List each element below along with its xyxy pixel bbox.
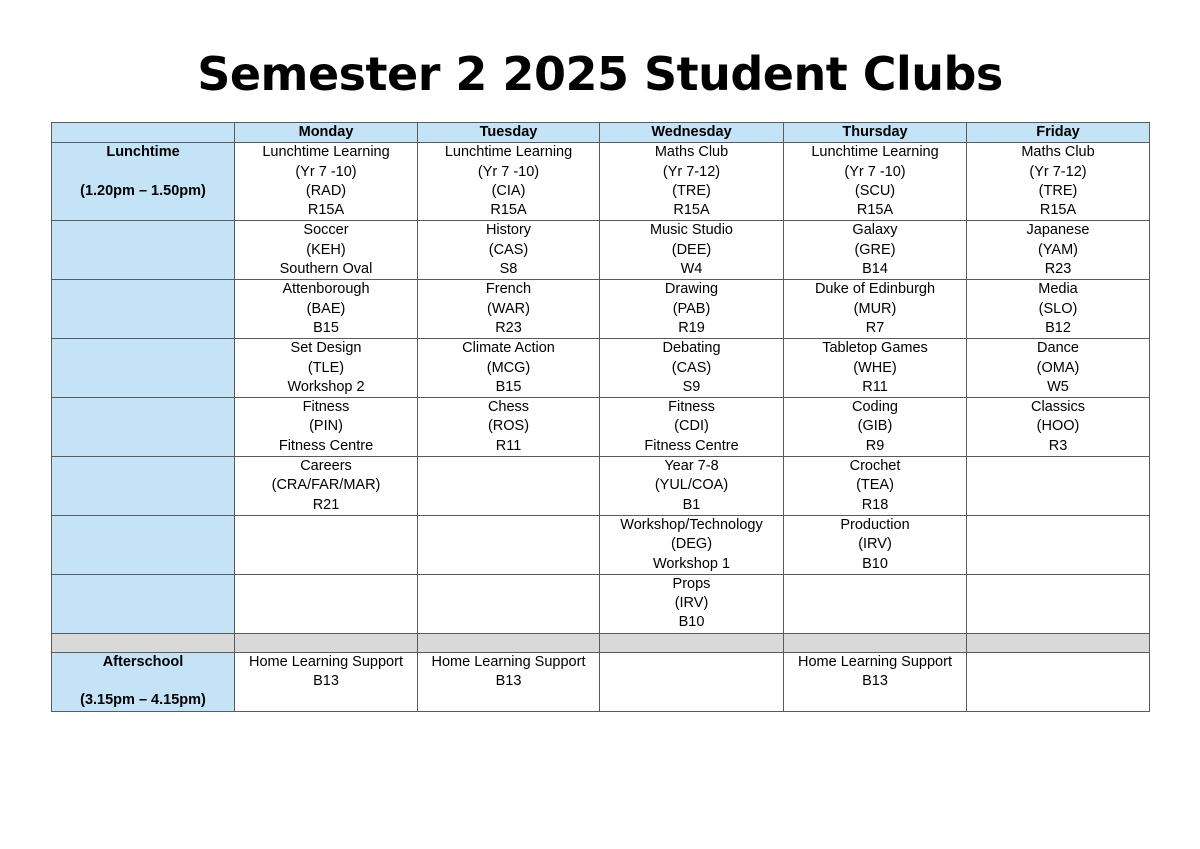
afterschool-row: [52, 652, 1150, 711]
club-detail: (WHE): [853, 359, 897, 376]
separator-cell: [784, 633, 967, 652]
club-detail: B13: [495, 673, 522, 690]
lunchtime-blank-label-cell: [52, 280, 235, 339]
club-cell-thursday: [784, 574, 967, 633]
club-name: Fitness: [668, 399, 715, 416]
club-name: Climate Action: [462, 340, 555, 357]
lunchtime-label: Lunchtime: [106, 144, 180, 161]
club-detail: (MUR): [853, 300, 897, 317]
club-detail: R23: [1044, 261, 1072, 278]
club-cell-tuesday: [418, 574, 600, 633]
club-detail: Fitness Centre: [644, 437, 739, 454]
club-cell-monday: [235, 221, 418, 280]
club-detail: (CAS): [488, 241, 529, 258]
club-name: Production: [840, 516, 910, 533]
club-name: Classics: [1031, 399, 1085, 416]
separator-cell: [600, 633, 784, 652]
club-detail: B10: [862, 555, 888, 572]
club-name: Drawing: [664, 281, 719, 298]
club-detail: (IRV): [858, 536, 892, 553]
club-cell-tuesday: [418, 143, 600, 221]
club-detail: (GIB): [857, 418, 893, 435]
separator-cell: [52, 633, 235, 652]
club-name: Home Learning Support: [798, 653, 952, 670]
club-detail: (CRA/FAR/MAR): [271, 477, 381, 494]
club-cell-friday: [967, 515, 1150, 574]
club-detail: B12: [1045, 319, 1071, 336]
club-cell-friday: [967, 574, 1150, 633]
club-detail: S8: [499, 261, 518, 278]
club-name: Maths Club: [1021, 144, 1095, 161]
club-name: Debating: [662, 340, 721, 357]
club-detail: (MCG): [486, 359, 531, 376]
club-detail: (TEA): [856, 477, 894, 494]
separator-row: [52, 633, 1150, 652]
club-detail: (OMA): [1036, 359, 1080, 376]
club-detail: (TRE): [672, 182, 711, 199]
club-name: Home Learning Support: [431, 653, 586, 670]
lunchtime-blank-label-cell: [52, 221, 235, 280]
club-detail: B13: [862, 673, 888, 690]
club-cell-friday: [967, 398, 1150, 457]
club-detail: R11: [862, 378, 888, 395]
lunchtime-row: [52, 339, 1150, 398]
club-cell-wednesday: [600, 652, 784, 711]
club-detail: Workshop 2: [287, 378, 365, 395]
club-detail: (CDI): [674, 418, 709, 435]
day-header-thursday: Thursday: [784, 123, 967, 143]
lunchtime-blank-label-cell: [52, 515, 235, 574]
club-name: Media: [1038, 281, 1078, 298]
club-detail: (IRV): [674, 595, 709, 612]
header-corner-cell: [52, 123, 235, 143]
club-cell-monday: [235, 339, 418, 398]
club-name: Fitness: [302, 399, 350, 416]
lunchtime-blank-label-cell: [52, 339, 235, 398]
club-name: Chess: [487, 399, 530, 416]
club-detail: B1: [682, 496, 701, 513]
lunchtime-row: [52, 398, 1150, 457]
club-detail: (PIN): [309, 418, 343, 435]
club-detail: (YUL/COA): [654, 477, 729, 494]
lunchtime-row: [52, 574, 1150, 633]
club-detail: (ROS): [487, 418, 530, 435]
club-detail: R23: [495, 319, 522, 336]
club-cell-thursday: [784, 280, 967, 339]
club-detail: R15A: [673, 202, 710, 219]
club-cell-wednesday: [600, 143, 784, 221]
club-cell-tuesday: [418, 221, 600, 280]
club-cell-thursday: [784, 398, 967, 457]
club-detail: S9: [682, 378, 701, 395]
day-header-tuesday: Tuesday: [418, 123, 600, 143]
club-cell-wednesday: [600, 221, 784, 280]
lunchtime-time: (1.20pm – 1.50pm): [80, 182, 206, 199]
club-detail: (SLO): [1038, 300, 1078, 317]
club-name: Attenborough: [282, 281, 370, 298]
club-cell-tuesday: [418, 280, 600, 339]
club-name: Props: [672, 575, 711, 592]
separator-cell: [418, 633, 600, 652]
club-detail: R15A: [1039, 202, 1077, 219]
club-detail: (GRE): [854, 241, 896, 258]
lunchtime-blank-label-cell: [52, 398, 235, 457]
club-cell-tuesday: [418, 457, 600, 516]
day-header-wednesday: Wednesday: [600, 123, 784, 143]
club-detail: (SCU): [854, 182, 896, 199]
club-cell-friday: [967, 280, 1150, 339]
club-cell-tuesday: [418, 515, 600, 574]
club-detail: (Yr 7-12): [1029, 163, 1087, 180]
club-detail: B10: [678, 614, 705, 631]
club-name: Lunchtime Learning: [262, 144, 390, 161]
lunchtime-row: [52, 280, 1150, 339]
club-name: Year 7-8: [664, 458, 719, 475]
club-name: Tabletop Games: [822, 340, 928, 357]
club-detail: (DEG): [670, 536, 713, 553]
club-detail: B15: [495, 378, 522, 395]
lunchtime-row: [52, 143, 1150, 221]
club-cell-wednesday: [600, 280, 784, 339]
club-detail: R19: [678, 319, 705, 336]
club-name: Home Learning Support: [249, 653, 403, 670]
club-cell-thursday: [784, 652, 967, 711]
club-detail: (HOO): [1036, 418, 1080, 435]
club-cell-thursday: [784, 143, 967, 221]
club-detail: Southern Oval: [279, 261, 373, 278]
club-name: Duke of Edinburgh: [814, 281, 936, 298]
afterschool-label-cell: [52, 652, 235, 711]
club-cell-thursday: [784, 515, 967, 574]
club-detail: (KEH): [306, 241, 346, 258]
club-cell-monday: [235, 280, 418, 339]
lunchtime-row: [52, 457, 1150, 516]
club-cell-wednesday: [600, 515, 784, 574]
club-cell-wednesday: [600, 339, 784, 398]
club-name: French: [485, 281, 532, 298]
club-name: Maths Club: [654, 144, 729, 161]
club-cell-friday: [967, 457, 1150, 516]
club-detail: (WAR): [487, 300, 530, 317]
club-detail: (Yr 7 -10): [477, 163, 540, 180]
club-detail: Fitness Centre: [278, 437, 374, 454]
club-detail: R9: [865, 437, 885, 454]
club-name: Lunchtime Learning: [811, 144, 939, 161]
club-detail: (TLE): [307, 359, 345, 376]
club-detail: (PAB): [672, 300, 711, 317]
club-detail: R15A: [490, 202, 527, 219]
afterschool-time: (3.15pm – 4.15pm): [80, 692, 206, 709]
page-title: Semester 2 2025 Student Clubs: [197, 47, 1003, 101]
lunchtime-row: [52, 221, 1150, 280]
club-name: Japanese: [1026, 222, 1090, 239]
club-cell-friday: [967, 221, 1150, 280]
day-header-friday: Friday: [967, 123, 1150, 143]
club-detail: (RAD): [305, 182, 347, 199]
club-cell-monday: [235, 398, 418, 457]
club-name: Lunchtime Learning: [444, 144, 573, 161]
club-detail: (TRE): [1038, 182, 1078, 199]
lunchtime-label-cell: [52, 143, 235, 221]
club-name: Workshop/Technology: [620, 516, 763, 533]
club-detail: W4: [680, 261, 703, 278]
club-cell-friday: [967, 652, 1150, 711]
club-cell-friday: [967, 339, 1150, 398]
lunchtime-blank-label-cell: [52, 574, 235, 633]
club-cell-friday: [967, 143, 1150, 221]
club-cell-tuesday: [418, 339, 600, 398]
club-detail: (BAE): [306, 300, 346, 317]
club-cell-tuesday: [418, 398, 600, 457]
club-detail: Workshop 1: [652, 555, 731, 572]
club-detail: R7: [865, 319, 885, 336]
club-name: Soccer: [303, 222, 349, 239]
club-detail: R3: [1048, 437, 1068, 454]
afterschool-label: Afterschool: [102, 653, 184, 670]
club-detail: R18: [861, 496, 889, 513]
club-cell-monday: [235, 143, 418, 221]
lunchtime-row: [52, 515, 1150, 574]
club-detail: B13: [313, 673, 339, 690]
club-cell-thursday: [784, 457, 967, 516]
club-detail: (DEE): [671, 241, 712, 258]
header-row: [52, 123, 1150, 143]
club-detail: R11: [495, 437, 522, 454]
club-detail: B15: [313, 319, 339, 336]
day-header-monday: Monday: [235, 123, 418, 143]
club-name: Music Studio: [649, 222, 733, 239]
club-detail: (YAM): [1037, 241, 1078, 258]
clubs-timetable: [51, 122, 1150, 712]
club-detail: R15A: [856, 202, 894, 219]
club-name: Crochet: [849, 458, 901, 475]
club-name: Dance: [1037, 340, 1079, 357]
club-name: Coding: [852, 399, 898, 416]
club-cell-thursday: [784, 339, 967, 398]
club-cell-thursday: [784, 221, 967, 280]
club-detail: B14: [862, 261, 888, 278]
club-detail: (Yr 7 -10): [844, 163, 906, 180]
club-cell-wednesday: [600, 457, 784, 516]
club-detail: R21: [312, 496, 340, 513]
club-detail: (Yr 7 -10): [295, 163, 357, 180]
club-name: History: [485, 222, 532, 239]
club-detail: (Yr 7-12): [662, 163, 721, 180]
club-cell-monday: [235, 652, 418, 711]
club-cell-wednesday: [600, 574, 784, 633]
lunchtime-blank-label-cell: [52, 457, 235, 516]
club-name: Galaxy: [852, 222, 898, 239]
club-name: Careers: [300, 458, 352, 475]
club-name: Set Design: [290, 340, 362, 357]
club-detail: (CAS): [671, 359, 712, 376]
club-cell-wednesday: [600, 398, 784, 457]
club-detail: R15A: [307, 202, 345, 219]
separator-cell: [235, 633, 418, 652]
club-detail: (CIA): [491, 182, 526, 199]
club-cell-tuesday: [418, 652, 600, 711]
club-detail: W5: [1047, 378, 1069, 395]
club-cell-monday: [235, 457, 418, 516]
club-cell-monday: [235, 574, 418, 633]
club-cell-monday: [235, 515, 418, 574]
separator-cell: [967, 633, 1150, 652]
